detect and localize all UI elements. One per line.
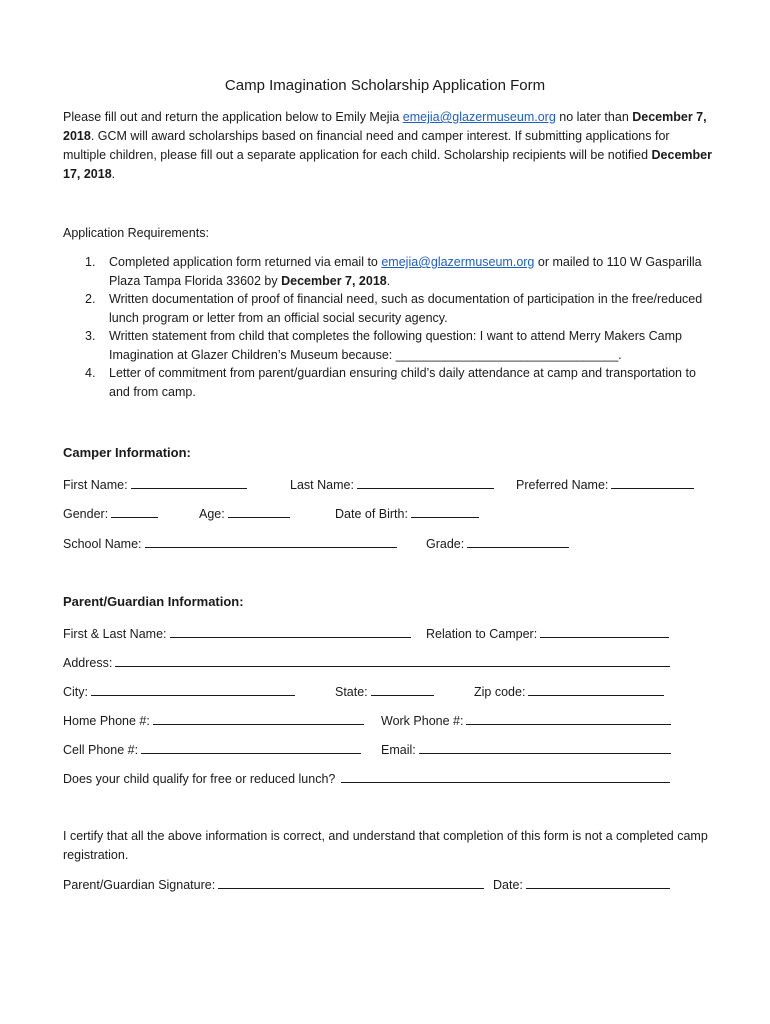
grade-field[interactable]	[426, 535, 569, 552]
intro-text-4: .	[111, 167, 116, 181]
camper-info-heading: Camper Information:	[63, 445, 191, 460]
requirement-item-3	[63, 327, 713, 364]
address-label: Address:	[63, 656, 113, 670]
intro-deadline: December 7, 2018	[63, 110, 707, 143]
certification-text: I certify that all the above information is correct, and understand that completion of this form is not a completed camp registration.	[63, 829, 708, 862]
dob-field[interactable]	[335, 505, 479, 522]
work-phone-line[interactable]	[466, 712, 671, 725]
school-field[interactable]	[63, 535, 397, 552]
grade-label: Grade:	[426, 537, 465, 551]
guardian-name-field[interactable]	[63, 625, 411, 642]
preferred-name-label: Preferred Name:	[516, 478, 609, 492]
requirement-text: Written statement from child that completes the following question: I want to attend Merry Makers Camp Imagination at Glazer Children’s Museum because: ________________________________.	[109, 329, 682, 362]
city-label: City:	[63, 685, 88, 699]
last-name-line[interactable]	[357, 476, 494, 489]
page-title: Camp Imagination Scholarship Application Form	[224, 77, 546, 94]
school-line[interactable]	[145, 535, 397, 548]
relation-line[interactable]	[540, 625, 669, 638]
state-field[interactable]	[335, 683, 434, 700]
intro-text-1: Please fill out and return the application below to Emily Mejia	[63, 110, 403, 124]
requirement-item-1	[63, 253, 713, 290]
email-field[interactable]	[381, 741, 671, 758]
dob-line[interactable]	[411, 505, 479, 518]
work-phone-label: Work Phone #:	[381, 714, 464, 728]
signature-date-field[interactable]	[493, 876, 670, 893]
email-line[interactable]	[419, 741, 671, 754]
home-phone-field[interactable]	[63, 712, 364, 729]
requirement-item-4	[63, 364, 713, 401]
gender-label: Gender:	[63, 507, 109, 521]
requirements-list	[63, 253, 713, 401]
requirement-text: Letter of commitment from parent/guardian ensuring child’s daily attendance at camp and transportation to and from camp.	[109, 366, 696, 399]
signature-field[interactable]	[63, 876, 484, 893]
address-line[interactable]	[115, 654, 670, 667]
requirements-heading: Application Requirements:	[63, 226, 209, 240]
requirement-email-link[interactable]: emejia@glazermuseum.org	[381, 255, 535, 269]
requirement-number: 4.	[85, 366, 96, 380]
guardian-name-label: First & Last Name:	[63, 627, 167, 641]
requirement-number: 3.	[85, 329, 96, 343]
requirement-number: 1.	[85, 255, 96, 269]
requirement-number: 2.	[85, 292, 96, 306]
requirement-item-2	[63, 290, 713, 327]
intro-paragraph	[63, 108, 713, 184]
first-name-label: First Name:	[63, 478, 128, 492]
signature-date-label: Date:	[493, 878, 523, 892]
relation-label: Relation to Camper:	[426, 627, 538, 641]
preferred-name-line[interactable]	[611, 476, 694, 489]
signature-line[interactable]	[218, 876, 484, 889]
intro-text-2: no later than	[555, 110, 633, 124]
grade-line[interactable]	[467, 535, 569, 548]
relation-field[interactable]	[426, 625, 669, 642]
lunch-field[interactable]	[63, 770, 670, 787]
zip-field[interactable]	[474, 683, 664, 700]
guardian-info-heading: Parent/Guardian Information:	[63, 594, 244, 609]
requirement-text: Completed application form returned via email to	[109, 255, 382, 269]
first-name-line[interactable]	[131, 476, 247, 489]
school-label: School Name:	[63, 537, 142, 551]
intro-email-link[interactable]: emejia@glazermuseum.org	[402, 110, 556, 124]
state-label: State:	[335, 685, 368, 699]
signature-label: Parent/Guardian Signature:	[63, 878, 216, 892]
city-field[interactable]	[63, 683, 295, 700]
last-name-label: Last Name:	[290, 478, 354, 492]
work-phone-field[interactable]	[381, 712, 671, 729]
requirement-text: Written documentation of proof of financial need, such as documentation of participation in the free/reduced lunch program or letter from an official social security agency.	[109, 292, 703, 325]
guardian-name-line[interactable]	[170, 625, 411, 638]
age-label: Age:	[199, 507, 225, 521]
cell-phone-field[interactable]	[63, 741, 361, 758]
gender-field[interactable]	[63, 505, 158, 522]
preferred-name-field[interactable]	[516, 476, 694, 493]
email-label: Email:	[381, 743, 416, 757]
address-field[interactable]	[63, 654, 670, 671]
cell-phone-line[interactable]	[141, 741, 361, 754]
zip-line[interactable]	[528, 683, 664, 696]
last-name-field[interactable]	[290, 476, 494, 493]
signature-date-line[interactable]	[526, 876, 670, 889]
first-name-field[interactable]	[63, 476, 247, 493]
gender-line[interactable]	[111, 505, 158, 518]
intro-notify-date: December 17, 2018	[63, 148, 712, 181]
state-line[interactable]	[371, 683, 434, 696]
requirement-deadline: December 7, 2018	[281, 273, 387, 288]
cell-phone-label: Cell Phone #:	[63, 743, 139, 757]
home-phone-label: Home Phone #:	[63, 714, 150, 728]
lunch-line[interactable]	[341, 770, 670, 783]
requirement-text: .	[386, 273, 391, 288]
requirement-text: or mailed to 110 W Gasparilla Plaza Tampa Florida 33602 by	[109, 255, 702, 288]
intro-text-3: . GCM will award scholarships based on financial need and camper interest. If submitting applications for multiple children, please fill out a separate application for each child. Scholarship recipients will be notified	[63, 129, 670, 162]
home-phone-line[interactable]	[153, 712, 364, 725]
city-line[interactable]	[91, 683, 295, 696]
dob-label: Date of Birth:	[335, 507, 408, 521]
age-field[interactable]	[199, 505, 290, 522]
age-line[interactable]	[228, 505, 290, 518]
zip-label: Zip code:	[474, 685, 526, 699]
lunch-label: Does your child qualify for free or reduced lunch?	[63, 772, 336, 786]
